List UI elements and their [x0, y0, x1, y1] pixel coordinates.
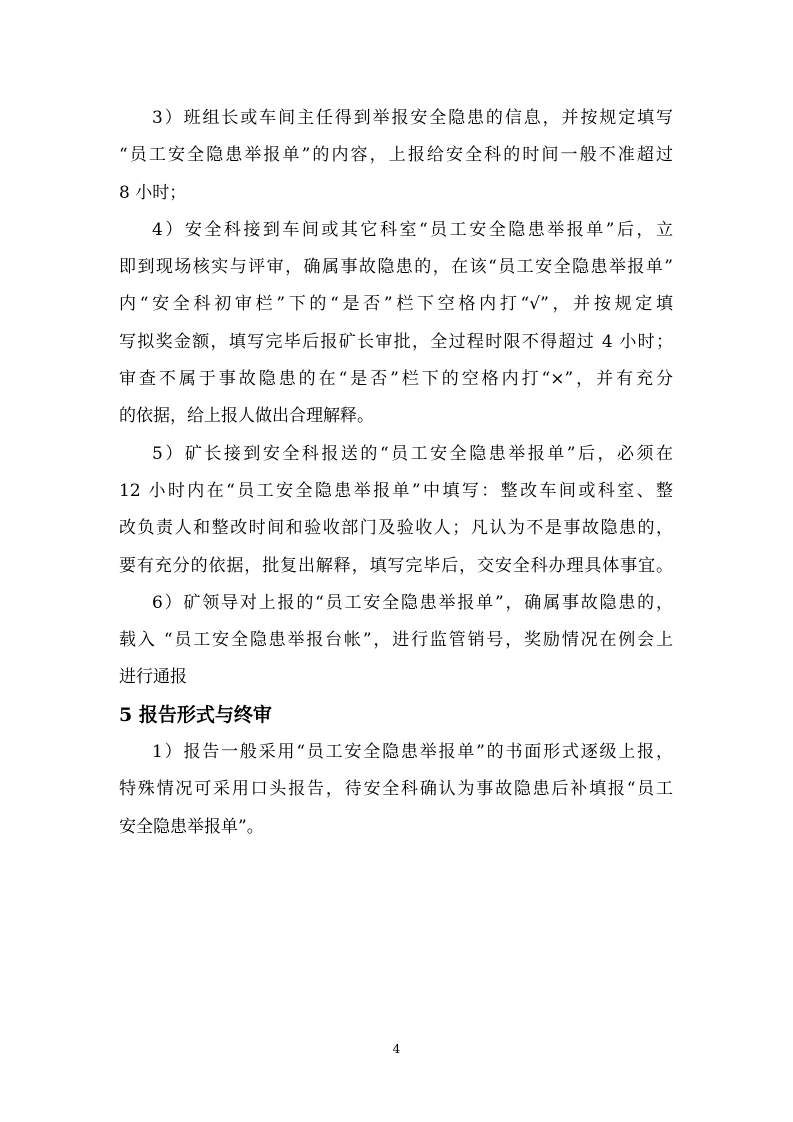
- page-number: 4: [392, 1042, 401, 1056]
- page-content: [119, 100, 673, 846]
- text-line: 安全隐患举报单”。: [119, 816, 264, 837]
- text-line: 的依据，给上报人做出合理解释。: [119, 406, 374, 427]
- text-line: 1）报告一般采用“员工安全隐患举报单”的书面形式逐级上报，: [152, 742, 673, 763]
- text-line: 4）安全科接到车间或其它科室“员工安全隐患举报单”后，立: [152, 219, 673, 240]
- text-line: 即到现场核实与评审，确属事故隐患的，在该“员工安全隐患举报单”: [119, 257, 673, 278]
- text-line: 5）矿长接到安全科报送的“员工安全隐患举报单”后，必须在: [152, 443, 673, 464]
- paragraph-item-6: [119, 585, 673, 697]
- paragraph-item-3: [119, 100, 673, 212]
- text-line: 内“安全科初审栏”下的“是否”栏下空格内打“√”，并按规定填: [119, 294, 673, 315]
- section-heading: 5 报告形式与终审: [119, 703, 272, 726]
- paragraph-item-4: [119, 212, 673, 436]
- text-line: 改负责人和整改时间和验收部门及验收人；凡认为不是事故隐患的，: [119, 518, 673, 539]
- paragraph-item-1: [119, 734, 673, 846]
- text-line: 特殊情况可采用口头报告，待安全科确认为事故隐患后补填报“员工: [119, 779, 673, 800]
- paragraph-item-5: [119, 436, 673, 585]
- text-line: 12 小时内在“员工安全隐患举报单”中填写：整改车间或科室、整: [119, 480, 673, 501]
- text-line: 审查不属于事故隐患的在“是否”栏下的空格内打“×”，并有充分: [119, 369, 673, 390]
- text-line: 8 小时；: [119, 182, 187, 203]
- text-line: 进行通报: [119, 667, 187, 688]
- text-line: 要有充分的依据，批复出解释，填写完毕后，交安全科办理具体事宜。: [119, 555, 673, 576]
- text-line: 3）班组长或车间主任得到举报安全隐患的信息，并按规定填写: [152, 108, 673, 128]
- text-line: 6）矿领导对上报的“员工安全隐患举报单”，确属事故隐患的，: [152, 592, 673, 613]
- text-line: 写拟奖金额，填写完毕后报矿长审批，全过程时限不得超过 4 小时；: [119, 331, 673, 352]
- text-line: “员工安全隐患举报单”的内容，上报给安全科的时间一般不准超过: [119, 145, 673, 166]
- text-line: 载入 “员工安全隐患举报台帐”，进行监管销号，奖励情况在例会上: [119, 630, 673, 651]
